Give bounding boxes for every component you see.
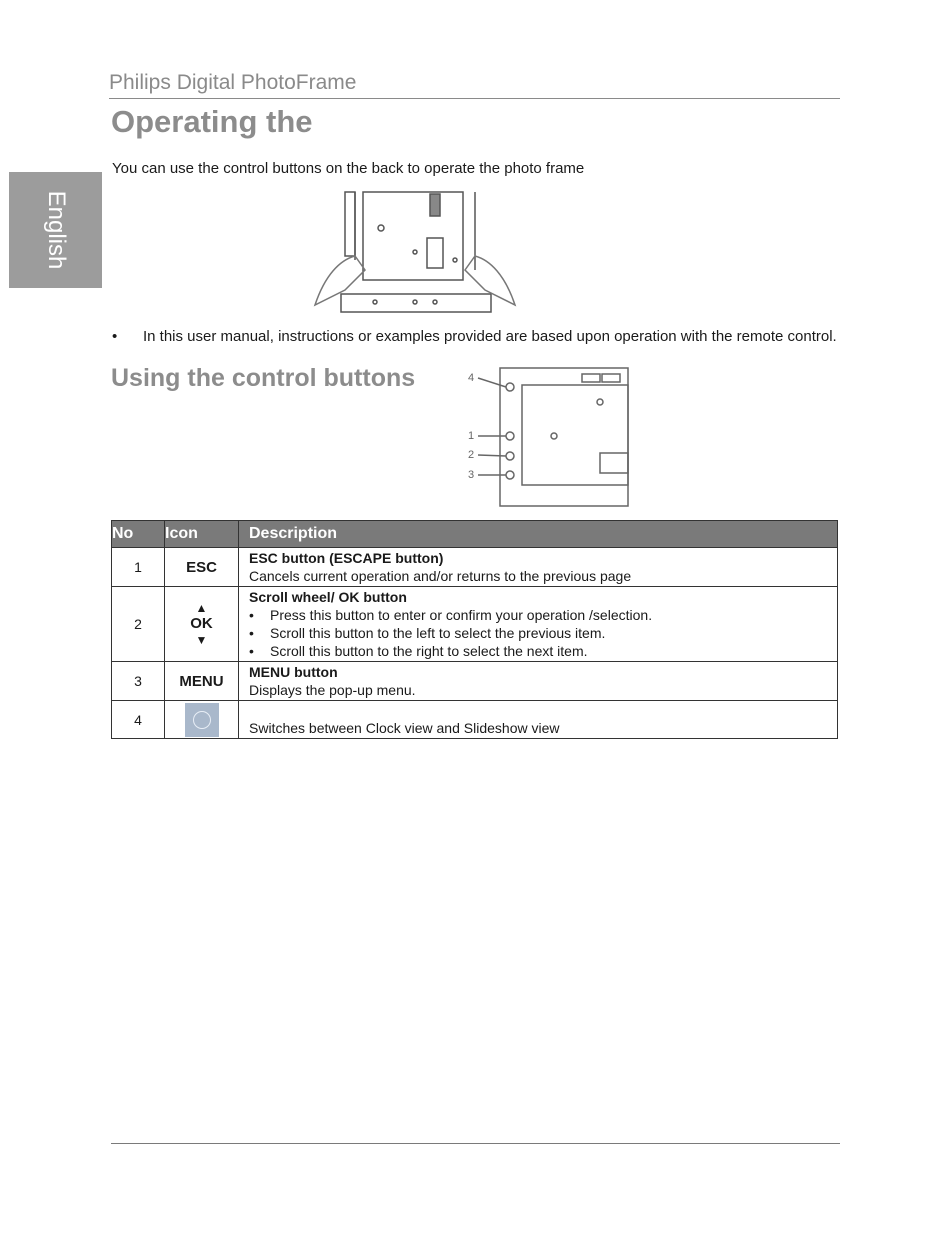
table-row: [112, 662, 838, 701]
row-number: 3: [112, 662, 165, 701]
photoframe-back-illustration: [305, 190, 525, 318]
row-number: 1: [112, 548, 165, 587]
row-number: 4: [112, 701, 165, 739]
row-description: [239, 662, 838, 701]
row-text: Switches between Clock view and Slideshow view: [249, 720, 560, 736]
table-row: [112, 548, 838, 587]
table-header-row: [112, 521, 838, 548]
language-tab: [9, 172, 102, 288]
bullet-marker: •: [112, 328, 118, 345]
arrow-up-icon: ▲: [195, 601, 208, 615]
control-buttons-diagram: [462, 365, 630, 510]
row-title: ESC button (ESCAPE button): [249, 550, 444, 566]
section-title: Using the control buttons: [111, 364, 416, 392]
esc-icon: ESC: [165, 548, 239, 587]
callout-3: 3: [468, 469, 475, 481]
header-description: Description: [239, 521, 838, 548]
ok-scroll-icon: [165, 587, 239, 662]
row-text: Displays the pop-up menu.: [249, 682, 416, 698]
control-buttons-table: [111, 520, 838, 739]
row-title: Scroll wheel/ OK button: [249, 589, 407, 605]
bullet-list: [249, 606, 829, 660]
callout-2: 2: [468, 449, 475, 461]
intro-text: You can use the control buttons on the back to operate the photo frame: [112, 160, 585, 177]
callout-1: 1: [468, 430, 475, 442]
language-tab-label: English: [42, 190, 70, 270]
header-icon: Icon: [165, 521, 239, 548]
arrow-down-icon: ▼: [195, 633, 208, 647]
note-text: In this user manual, instructions or examples provided are based upon operation with the remote control.: [143, 328, 837, 345]
row-title: MENU button: [249, 664, 338, 680]
clock-slideshow-icon: [185, 703, 219, 737]
row-description: [239, 587, 838, 662]
running-header: Philips Digital PhotoFrame: [109, 71, 357, 94]
list-item: • Scroll this button to the right to select the next item.: [249, 642, 829, 660]
row-number: 2: [112, 587, 165, 662]
footer-divider: [111, 1143, 840, 1144]
menu-icon: MENU: [165, 662, 239, 701]
table-row: [112, 701, 838, 739]
row-description: [239, 701, 838, 739]
page-title: Operating the: [111, 104, 313, 139]
header-no: No: [112, 521, 165, 548]
row-text: Cancels current operation and/or returns to the previous page: [249, 568, 632, 584]
list-item: • Scroll this button to the left to select the previous item.: [249, 624, 829, 642]
table-row: [112, 587, 838, 662]
icon-cell: [165, 701, 239, 739]
list-item: • Press this button to enter or confirm your operation /selection.: [249, 606, 829, 624]
row-description: [239, 548, 838, 587]
callout-4: 4: [468, 372, 475, 384]
ok-label: OK: [190, 615, 213, 632]
header-divider: [109, 98, 840, 99]
